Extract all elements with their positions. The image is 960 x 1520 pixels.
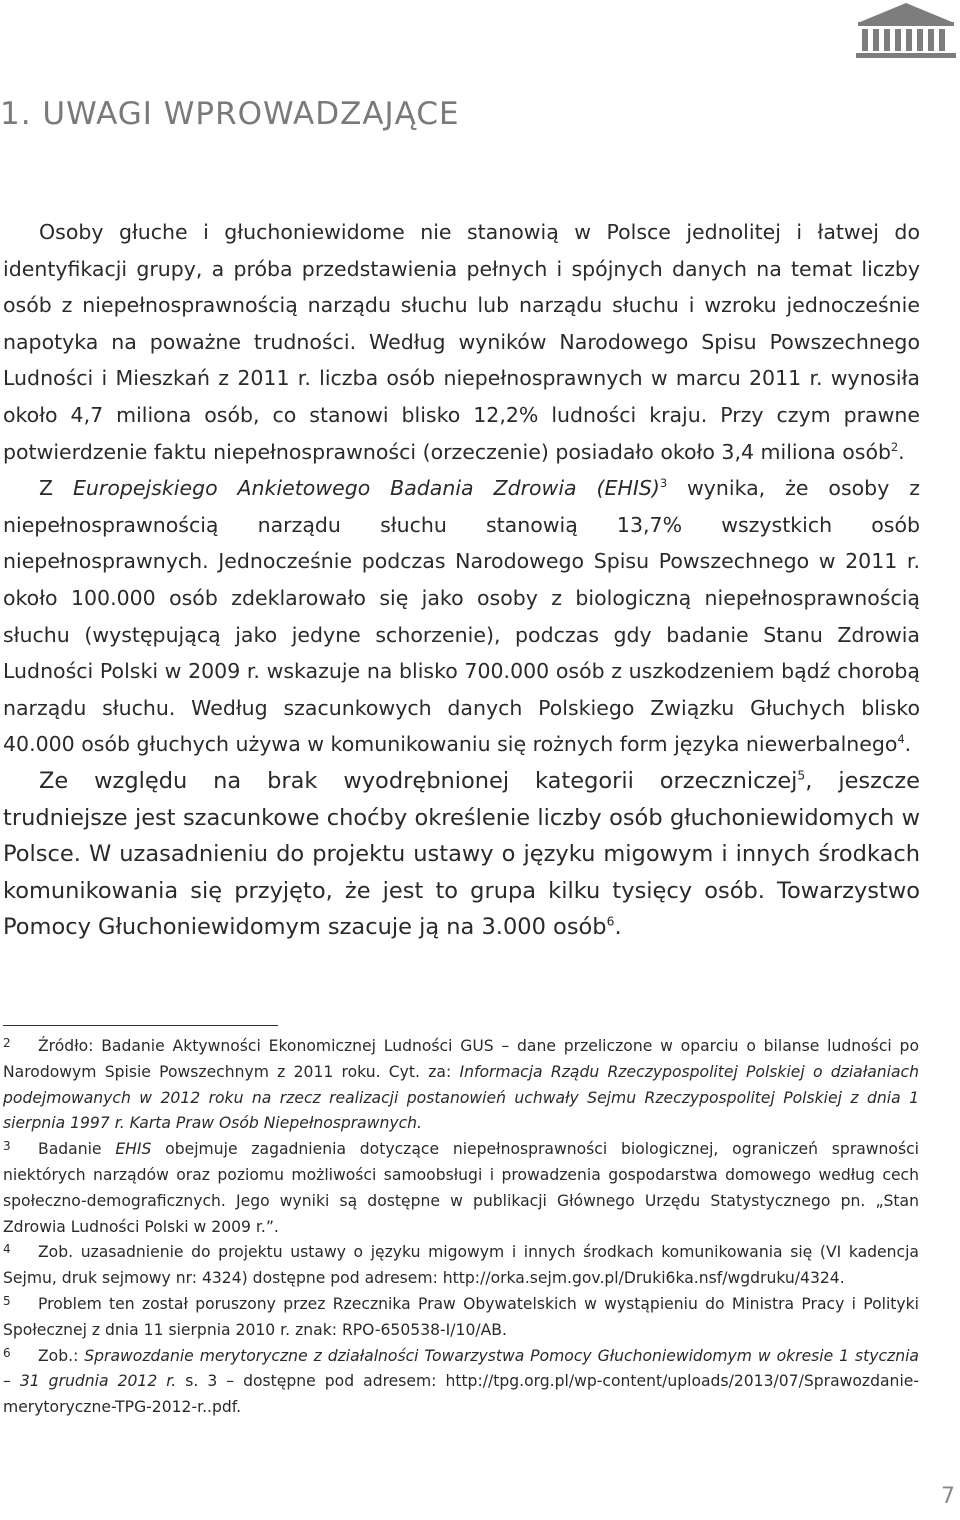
- footnote-6: 6 Zob.: Sprawozdanie merytoryczne z działalności Towarzystwa Pomocy Głuchoniewidomym w okresie 1 stycznia – 31 grudnia 2012 r. s. 3 – dostępne pod adresem: http://tpg.org.pl/wp-content/uploads/2013/07/Sprawozdanie-merytoryczne-TPG-2012-r..pdf.: [3, 1345, 919, 1417]
- footnote-divider: [3, 1025, 278, 1026]
- ehis-title: Europejskiego Ankietowego Badania Zdrowia (EHIS): [72, 476, 660, 501]
- footnote-2: 2 Źródło: Badanie Aktywności Ekonomicznej Ludności GUS – dane przeliczone w oparciu o bilanse ludności po Narodowym Spisie Powszechnym z 2011 roku. Cyt. za: Informacja Rządu Rzeczypospolitej Polskiej o działaniach podejmowanych w 2012 roku na rzecz realizacji postanowień uchwały Sejmu Rzeczypospolitej Polskiej z dnia 1 sierpnia 1997 r. Karta Praw Osób Niepełnosprawnych.: [3, 1036, 919, 1133]
- footnote-ref-2: 2: [891, 440, 899, 454]
- footnotes: [3, 1034, 919, 1421]
- page-number: 7: [941, 1484, 955, 1509]
- footnote-4: 4 Zob. uzasadnienie do projektu ustawy o języku migowym i innych środkach komunikowania się (VI kadencja Sejmu, druk sejmowy nr: 4324) dostępne pod adresem: http://orka.sejm.gov.pl/Druki6ka.nsf/wgdruku/4324.: [3, 1242, 919, 1288]
- body-text: [3, 214, 920, 946]
- footnote-5: 5 Problem ten został poruszony przez Rzecznika Praw Obywatelskich w wystąpieniu do Ministra Pracy i Polityki Społecznej z dnia 11 sierpnia 2010 r. znak: RPO-650538-I/10/AB.: [3, 1293, 919, 1339]
- paragraph-1: Osoby głuche i głuchoniewidome nie stanowią w Polsce jednolitej i łatwej do identyfikacji grupy, a próba przedstawienia pełnych i spójnych danych na temat liczby osób z niepełnosprawnością narządu słuchu lub narządu słuchu i wzroku jednocześnie napotyka na poważne trudności. Według wyników Narodowego Spisu Powszechnego Ludności i Mieszkań z 2011 r. liczba osób niepełnosprawnych w marcu 2011 r. wynosiła około 4,7 miliona osób, co stanowi blisko 12,2% ludności kraju. Przy czym prawne potwierdzenie faktu niepełnosprawności (orzeczenie) posiadało około 3,4 miliona osób$^2$.: [3, 220, 920, 464]
- footnote-ref-4: 4: [897, 733, 905, 747]
- chapter-title: 1. UWAGI WPROWADZAJĄCE: [0, 96, 460, 132]
- footnote-ref-3: 3: [659, 477, 668, 491]
- footnote-3: 3 Badanie EHIS obejmuje zagadnienia dotyczące niepełnosprawności biologicznej, ograniczeń sprawności niektórych narządów oraz poziomu możliwości samoobsługi i prowadzenia gospodarstwa domowego według cech społeczno-demograficznych. Jego wyniki są dostępne w publikacji Głównego Urzędu Statystycznego pn. „Stan Zdrowia Ludności Polski w 2009 r.”.: [3, 1139, 919, 1236]
- footnote-ref-5: 5: [797, 768, 806, 783]
- footnote-ref-6: 6: [606, 914, 615, 929]
- paragraph-3: Ze względu na brak wyodrębnionej kategorii orzeczniczej$^5$, jeszcze trudniejsze jest szacunkowe choćby określenie liczby osób głuchoniewidomych w Polsce. W uzasadnieniu do projektu ustawy o języku migowym i innych środkach komunikowania się przyjęto, że jest to grupa kilku tysięcy osób. Towarzystwo Pomocy Głuchoniewidomym szacuje ją na 3.000 osób$^6$.: [3, 767, 920, 941]
- building-columns-icon: [852, 0, 960, 62]
- paragraph-2: Z Europejskiego Ankietowego Badania Zdrowia (EHIS)$^3$ wynika, że osoby z niepełnosprawnością narządu słuchu stanowią 13,7% wszystkich osób niepełnosprawnych. Jednocześnie podczas Narodowego Spisu Powszechnego w 2011 r. około 100.000 osób zdeklarowało się jako osoby z biologiczną niepełnosprawnością słuchu (występującą jako jedyne schorzenie), podczas gdy badanie Stanu Zdrowia Ludności Polski w 2009 r. wskazuje na blisko 700.000 osób z uszkodzeniem bądź chorobą narządu słuchu. Według szacunkowych danych Polskiego Związku Głuchych blisko 40.000 osób głuchych używa w komunikowaniu się rożnych form języka niewerbalnego$^4$.: [3, 476, 920, 757]
